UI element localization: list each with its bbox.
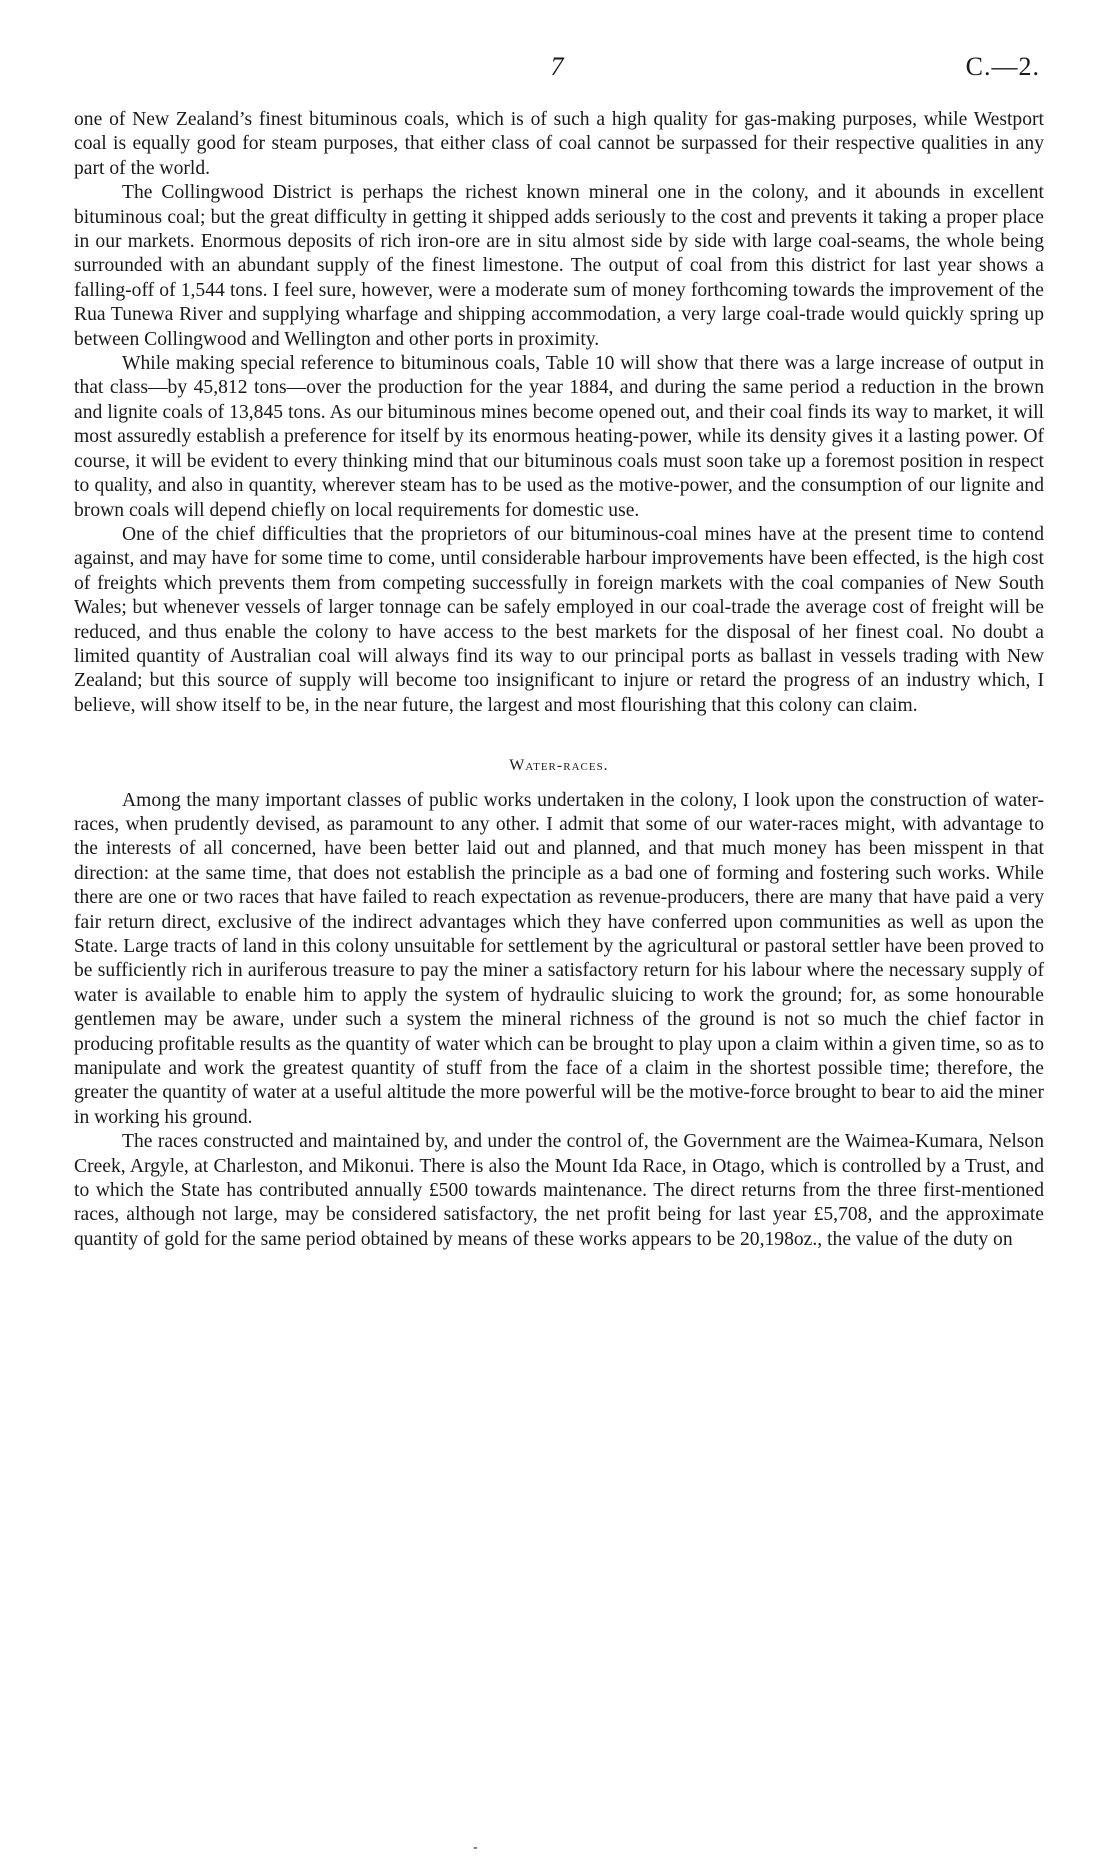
body-text [74, 108, 1044, 1252]
paragraph: One of the chief difficulties that the proprietors of our bituminous-coal mines have at the present time to contend against, and may have for some time to come, until considerable harbour improvements have been effected, is the high cost of freights which prevents them from competing successfully in foreign markets with the coal companies of New South Wales; but whenever vessels of larger tonnage can be safely employed in our coal-trade the average cost of freight will be reduced, and thus enable the colony to have access to the best markets for the disposal of her finest coal. No doubt a limited quantity of Australian coal will always find its way to our principal ports as ballast in vessels trading with New Zealand; but this source of supply will become too insignificant to injure or retard the progress of an industry which, I believe, will show itself to be, in the near future, the largest and most flourishing that this colony can claim. [74, 523, 1044, 716]
page-header [0, 52, 1114, 92]
paragraph: The races constructed and maintained by, and under the control of, the Government are the Waimea-Kumara, Nelson Creek, Argyle, at Charleston, and Mikonui. There is also the Mount Ida Race, in Otago, which is controlled by a Trust, and to which the State has contributed annually £500 towards maintenance. The direct returns from the three first-mentioned races, although not large, may be considered satisfactory, the net profit being for last year £5,708, and the approximate quantity of gold for the same period obtained by means of these works appears to be 20,198oz., the value of the duty on [74, 1131, 1044, 1250]
paragraph: one of New Zealand’s finest bituminous coals, which is of such a high quality for gas-making purposes, while Westport coal is equally good for steam purposes, that either class of coal cannot be surpassed for their respective qualities in any part of the world. [74, 109, 1044, 179]
section-heading: Water-races. [509, 757, 609, 775]
footer-mark: - [473, 1840, 478, 1855]
page-number: 7 [550, 52, 564, 81]
document-reference: C.—2. [965, 52, 1040, 81]
paragraph: The Collingwood District is perhaps the richest known mineral one in the colony, and it abounds in excellent bituminous coal; but the great difficulty in getting it shipped adds seriously to the cost and prevents it taking a proper place in our markets. Enormous deposits of rich iron-ore are in situ almost side by side with large coal-seams, the whole being surrounded with an abundant supply of the finest limestone. The output of coal from this district for last year shows a falling-off of 1,544 tons. I feel sure, however, were a moderate sum of money forthcoming towards the improvement of the Rua Tunewa River and supplying wharfage and shipping accommodation, a very large coal-trade would quickly spring up between Collingwood and Wellington and other ports in proximity. [74, 182, 1044, 350]
paragraph: Among the many important classes of public works undertaken in the colony, I look upon the construction of water-races, when prudently devised, as paramount to any other. I admit that some of our water-races might, with advantage to the interests of all concerned, have been better laid out and planned, and that much money has been misspent in that direction: at the same time, that does not establish the principle as a bad one of forming and fostering such works. While there are one or two races that have failed to reach expectation as revenue-producers, there are many that have paid a very fair return direct, exclusive of the indirect advantages which they have conferred upon communities as well as upon the State. Large tracts of land in this colony unsuitable for settlement by the agricultural or pastoral settler have been proved to be sufficiently rich in auriferous treasure to pay the miner a satisfactory return for his labour where the necessary supply of water is available to enable him to apply the system of hydraulic sluicing to work the ground; for, as some honourable gentlemen may be aware, under such a system the mineral richness of the ground is not so much the chief factor in producing profitable results as the quantity of water which can be brought to play upon a claim within a given time, so as to manipulate and work the greatest quantity of stuff from the face of a claim in the shortest possible time; therefore, the greater the quantity of water at a useful altitude the more powerful will be the motive-force brought to bear to aid the miner in working his ground. [74, 789, 1044, 1128]
paragraph: While making special reference to bituminous coals, Table 10 will show that there was a large increase of output in that class—by 45,812 tons—over the production for the year 1884, and during the same period a reduction in the brown and lignite coals of 13,845 tons. As our bituminous mines become opened out, and their coal finds its way to market, it will most assuredly establish a preference for itself by its enormous heating-power, while its density gives it a lasting power. Of course, it will be evident to every thinking mind that our bituminous coals must soon take up a foremost position in respect to quality, and also in quantity, wherever steam has to be used as the motive-power, and the consumption of our lignite and brown coals will depend chiefly on local requirements for domestic use. [74, 353, 1044, 521]
